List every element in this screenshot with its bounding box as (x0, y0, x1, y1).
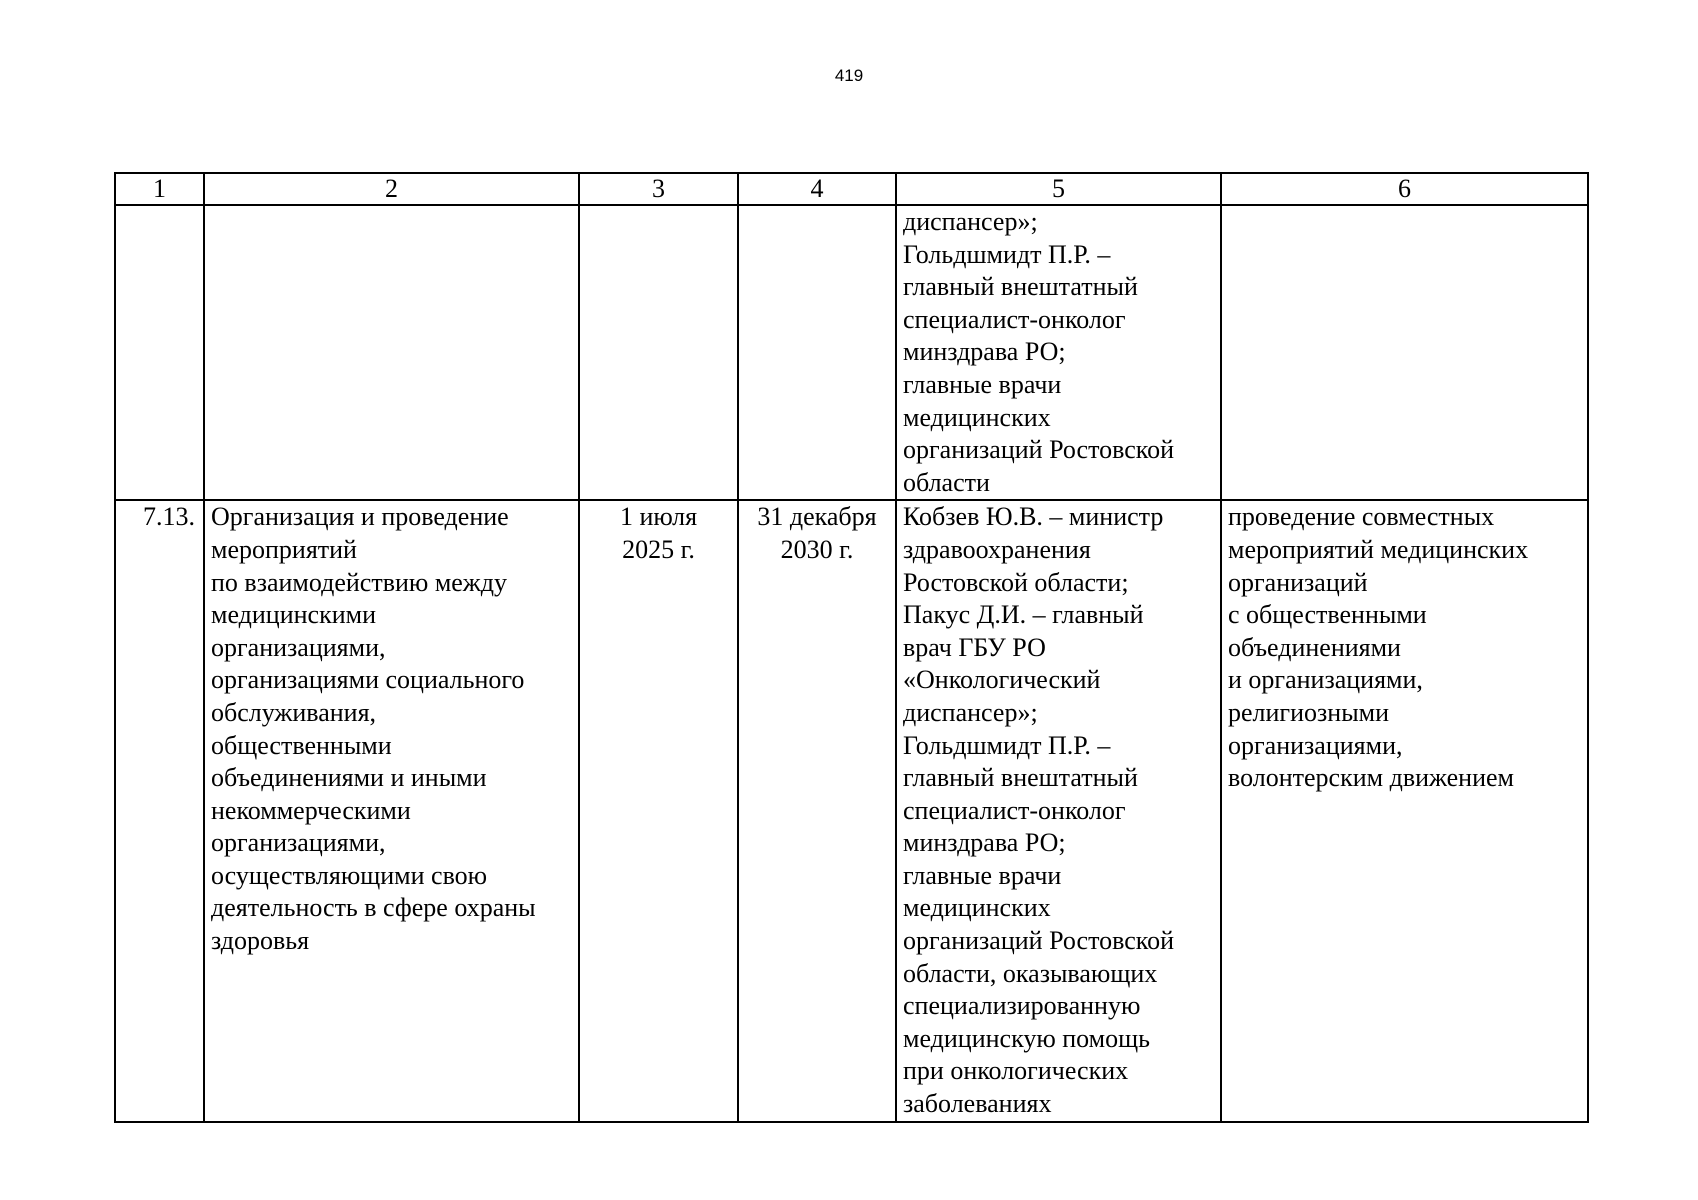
row-number-cell: 7.13. (115, 500, 204, 1121)
plan-table (114, 172, 1589, 1123)
activity-cell: Организация и проведение мероприятий по взаимодействию между медицинскими организациями, организациями социального обслуживания, общественными объединениями и иными некоммерческими организациями, осуществляющими свою деятельность в сфере охраны здоровья (204, 500, 579, 1121)
end-date-cell (738, 205, 896, 500)
start-date-cell: 1 июля 2025 г. (579, 500, 738, 1121)
header-cell-3: 3 (579, 173, 738, 205)
header-cell-4: 4 (738, 173, 896, 205)
activity-cell (204, 205, 579, 500)
result-cell (1221, 205, 1588, 500)
table-row (115, 500, 1588, 1121)
page-number: 419 (834, 66, 864, 85)
responsible-cell: диспансер»; Гольдшмидт П.Р. – главный внештатный специалист-онколог минздрава РО; главные врачи медицинских организаций Ростовской области (896, 205, 1221, 500)
header-cell-6: 6 (1221, 173, 1588, 205)
row-number-cell (115, 205, 204, 500)
table-row (115, 205, 1588, 500)
end-date-cell: 31 декабря 2030 г. (738, 500, 896, 1121)
responsible-cell: Кобзев Ю.В. – министр здравоохранения Ростовской области; Пакус Д.И. – главный врач ГБУ РО «Онкологический диспансер»; Гольдшмидт П.Р. – главный внештатный специалист-онколог минздрава РО; главные врачи медицинских организаций Ростовской области, оказывающих специализированную медицинскую помощь при онкологических заболеваниях (896, 500, 1221, 1121)
header-cell-2: 2 (204, 173, 579, 205)
header-cell-1: 1 (115, 173, 204, 205)
header-cell-5: 5 (896, 173, 1221, 205)
table-header-row (115, 173, 1588, 205)
result-cell: проведение совместных мероприятий медицинских организаций с общественными объединениями и организациями, религиозными организациями, волонтерским движением (1221, 500, 1588, 1121)
start-date-cell (579, 205, 738, 500)
